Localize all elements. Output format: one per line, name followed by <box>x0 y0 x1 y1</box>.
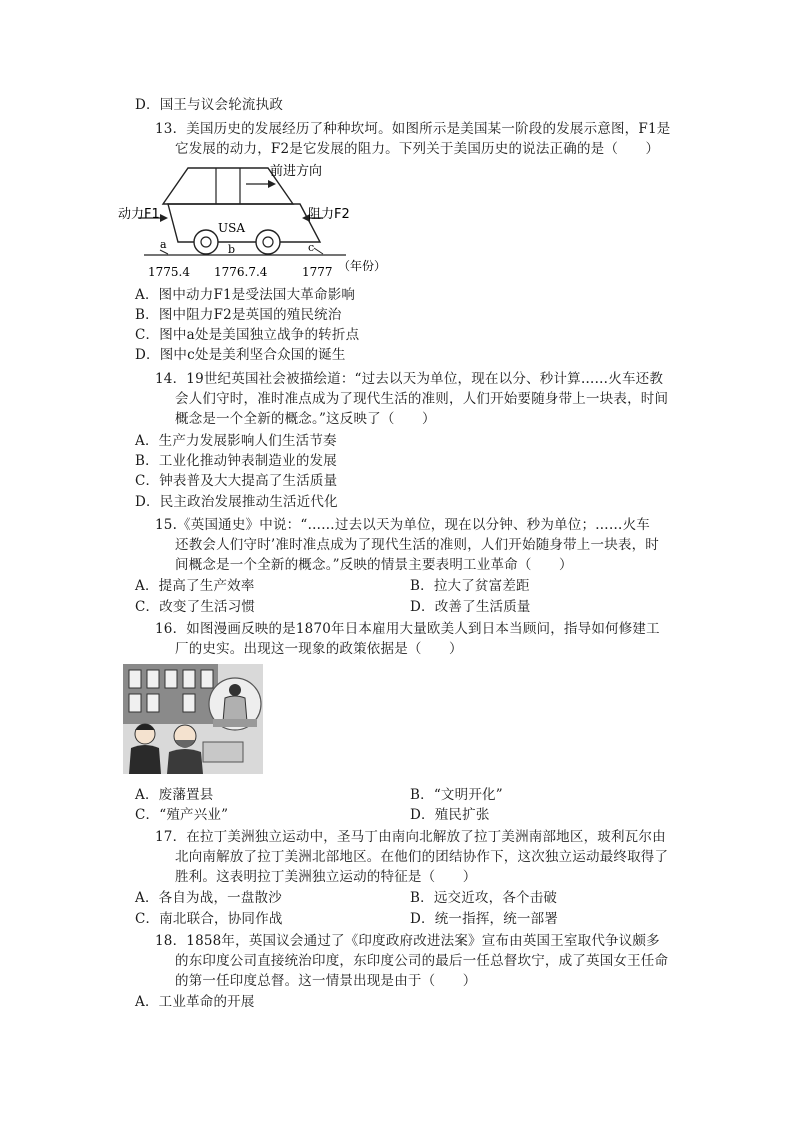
q18-stem-line2: 的东印度公司直接统治印度，东印度公司的最后一任总督坎宁，成了英国女王任命 <box>175 953 669 969</box>
q16-stem-line2: 厂的史实。出现这一现象的政策依据是（ ） <box>175 641 463 657</box>
q13-option-d: D．图中c处是美利坚合众国的诞生 <box>135 347 346 363</box>
q17-stem-line1: 17．在拉丁美洲独立运动中，圣马丁由南向北解放了拉丁美洲南部地区，玻利瓦尔由 <box>155 829 666 845</box>
force-f1-label: 动力F1 <box>118 207 160 222</box>
q16-option-a: A．废藩置县 <box>135 787 214 803</box>
car-wheel-right <box>256 230 280 254</box>
year-2: 1776.7.4 <box>214 265 268 279</box>
q15-stem-line1: 15.《英国通史》中说：“……过去以天为单位，现在以分钟、秒为单位；……火车 <box>155 517 650 533</box>
q13-option-a: A．图中动力F1是受法国大革命影响 <box>135 287 356 303</box>
q15-option-b: B．拉大了贫富差距 <box>410 578 530 594</box>
year-unit: （年份） <box>338 259 387 273</box>
q14-stem-line2: 会人们守时，准时准点成为了现代生活的准则，人们开始要随身带上一块表，时间 <box>175 391 669 407</box>
q14-option-b: B．工业化推动钟表制造业的发展 <box>135 453 337 469</box>
q14-stem-line1: 14．19世纪英国社会被描绘道：“过去以天为单位，现在以分、秒计算……火车还教 <box>155 371 664 387</box>
q12-option-d: D．国王与议会轮流执政 <box>135 97 284 113</box>
q13-option-b: B．图中阻力F2是英国的殖民统治 <box>135 307 342 323</box>
q14-option-d: D．民主政治发展推动生活近代化 <box>135 494 338 510</box>
car-label: USA <box>218 221 245 235</box>
q14-stem-line3: 概念是一个全新的概念。”这反映了（ ） <box>175 411 436 427</box>
year-1: 1775.4 <box>148 265 190 279</box>
q18-stem-line1: 18．1858年，英国议会通过了《印度政府改进法案》宣布由英国王室取代争议颇多 <box>155 933 660 949</box>
force-f2-label: 阻力F2 <box>308 207 350 222</box>
q13-stem-line2: 它发展的动力，F2是它发展的阻力。下列关于美国历史的说法正确的是（ ） <box>175 141 660 157</box>
q13-option-c: C．图中a处是美国独立战争的转折点 <box>135 327 360 343</box>
point-a: a <box>160 238 167 251</box>
q15-option-a: A．提高了生产效率 <box>135 578 255 594</box>
q17-stem-line2: 北向南解放了拉丁美洲北部地区。在他们的团结协作下，这次独立运动最终取得了 <box>175 849 669 865</box>
q15-option-c: C．改变了生活习惯 <box>135 599 256 615</box>
q14-option-c: C．钟表普及大大提高了生活质量 <box>135 473 338 489</box>
q17-option-b: B．远交近攻，各个击破 <box>410 890 558 906</box>
q16-option-c: C．“殖产兴业” <box>135 807 229 823</box>
q13-car-diagram <box>118 160 398 280</box>
year-3: 1777 <box>302 265 333 279</box>
q13-stem-line1: 13．美国历史的发展经历了种种坎坷。如图所示是美国某一阶段的发展示意图，F1是 <box>155 121 671 137</box>
car-wheel-left <box>194 230 218 254</box>
q16-option-b: B．“文明开化” <box>410 787 503 803</box>
direction-arrow-icon <box>268 180 276 188</box>
q17-option-a: A．各自为战，一盘散沙 <box>135 890 282 906</box>
q16-stem-line1: 16．如图漫画反映的是1870年日本雇用大量欧美人到日本当顾问，指导如何修建工 <box>155 621 660 637</box>
force-f1-arrow-icon <box>160 214 168 222</box>
direction-label: 前进方向 <box>270 164 323 179</box>
q15-option-d: D．改善了生活质量 <box>410 599 531 615</box>
q17-stem-line3: 胜利。这表明拉丁美洲独立运动的特征是（ ） <box>175 869 477 885</box>
q17-option-d: D．统一指挥，统一部署 <box>410 911 559 927</box>
q16-option-d: D．殖民扩张 <box>410 807 490 823</box>
q16-cartoon-image <box>123 664 263 774</box>
q14-option-a: A．生产力发展影响人们生活节奏 <box>135 433 337 449</box>
q15-stem-line2: 还教会人们守时’准时准点成为了现代生活的准则，人们开始随身带上一块表，时 <box>175 537 659 553</box>
q15-stem-line3: 间概念是一个全新的概念。”反映的情景主要表明工业革命（ ） <box>175 557 573 573</box>
point-c: c <box>308 241 315 254</box>
q18-stem-line3: 的第一任印度总督。这一情景出现是由于（ ） <box>175 973 477 989</box>
q18-option-a: A．工业革命的开展 <box>135 994 255 1010</box>
point-b: b <box>228 243 236 256</box>
q17-option-c: C．南北联合，协同作战 <box>135 911 283 927</box>
